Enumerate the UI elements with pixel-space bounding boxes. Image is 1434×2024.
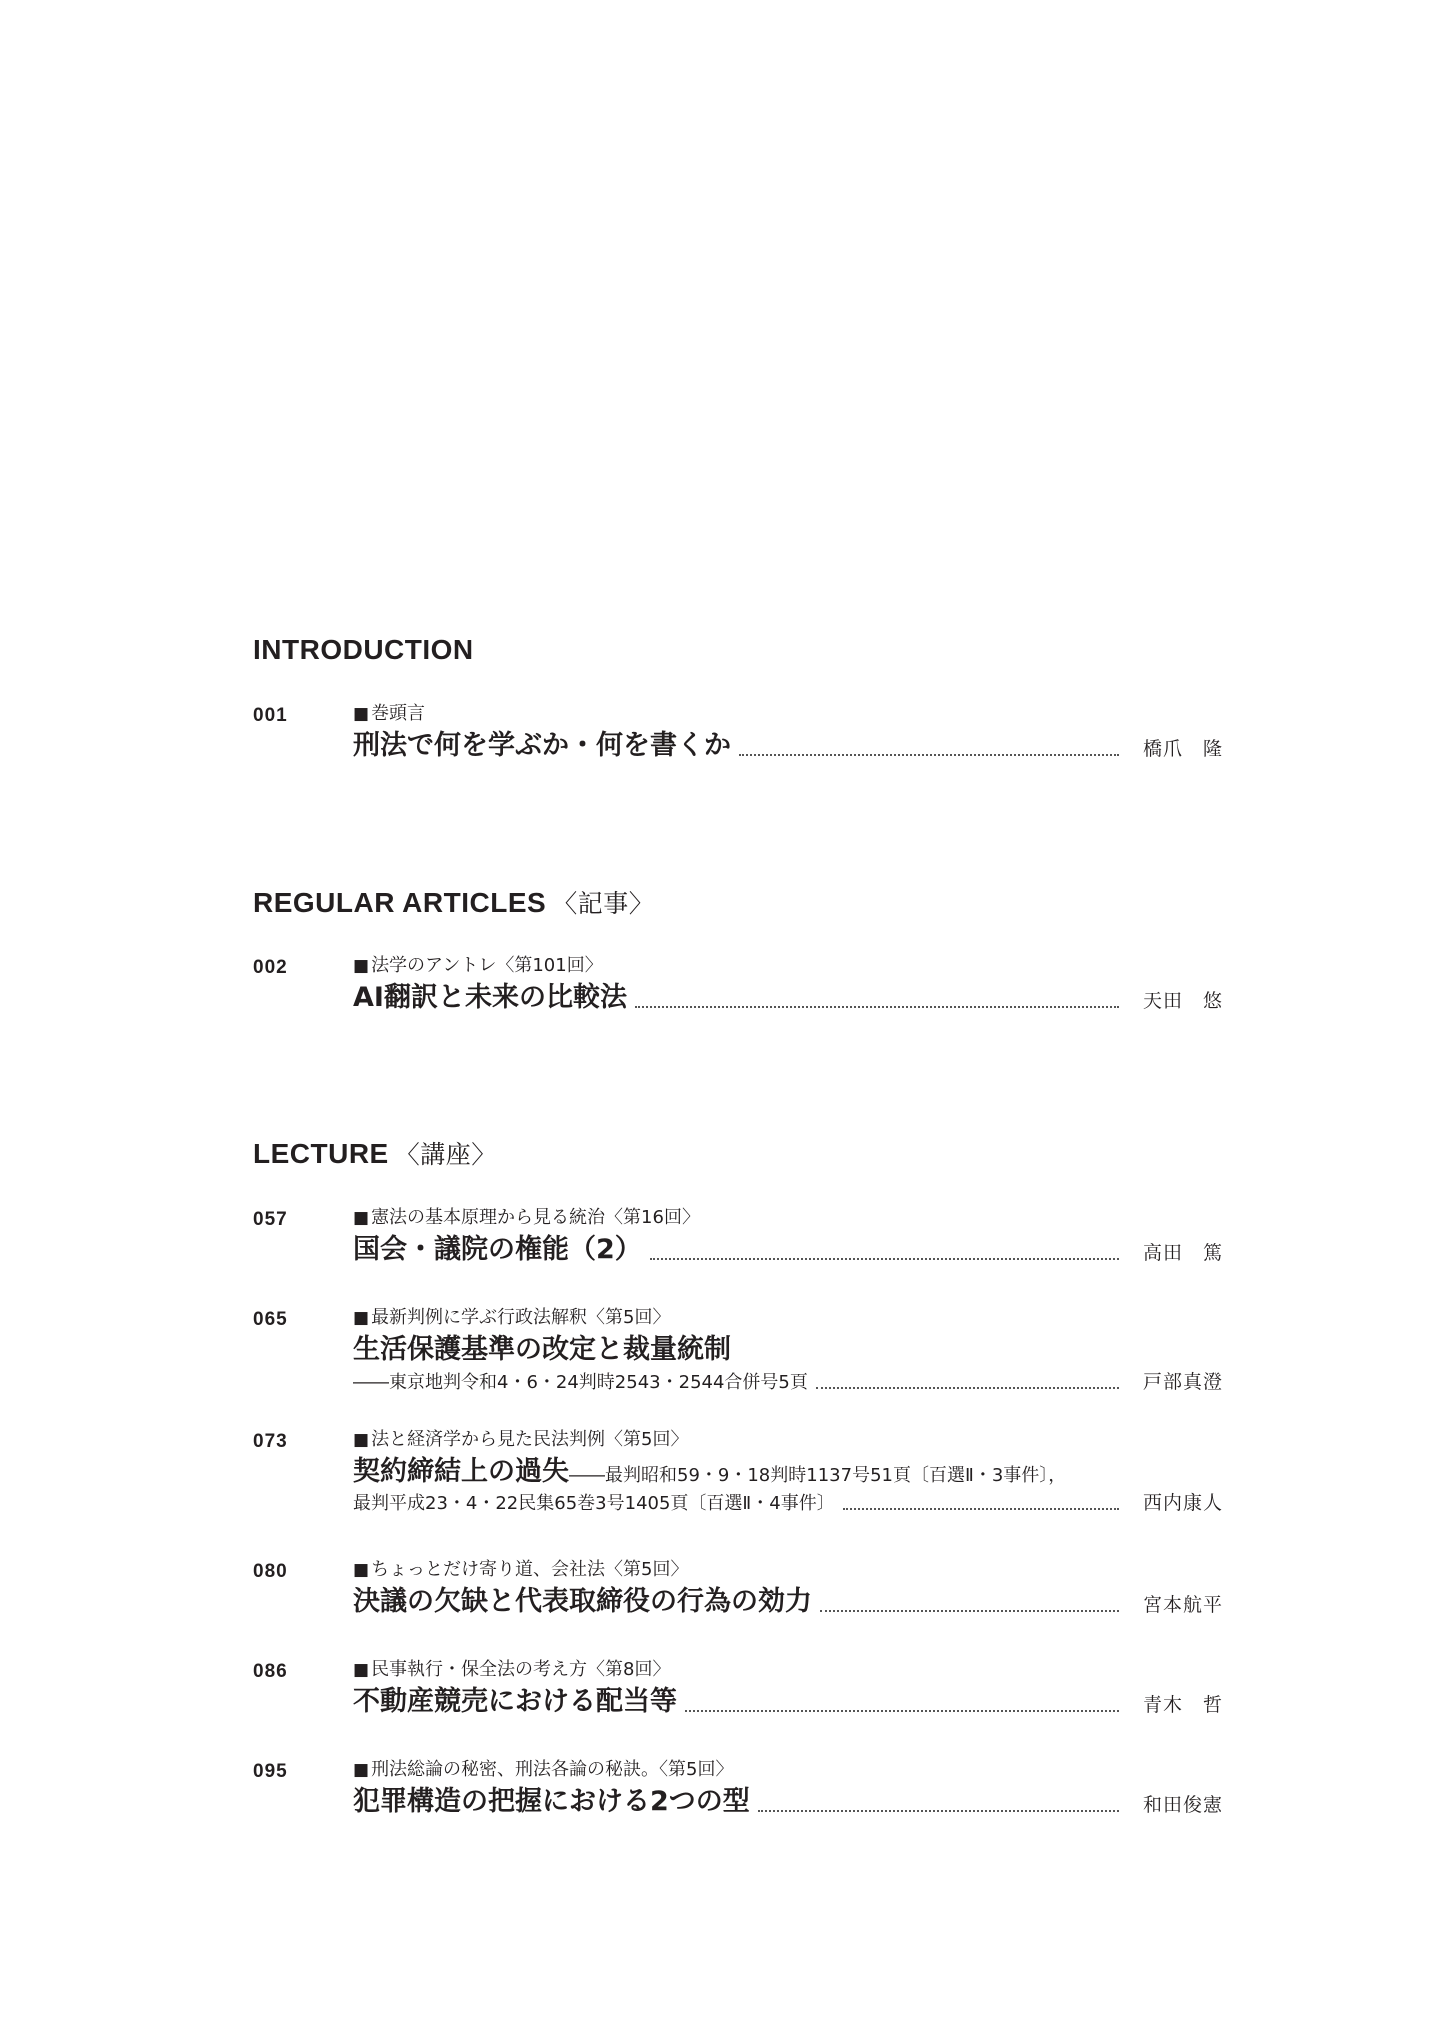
title-row (353, 1688, 1223, 1715)
leader-dots (758, 1810, 1119, 1812)
leader-dots (843, 1508, 1119, 1510)
series-label: ■ 民事執行・保全法の考え方〈第8回〉 (353, 1659, 671, 1680)
article-title[interactable]: 生活保護基準の改定と裁量統制 (353, 1334, 731, 1365)
title-row (353, 1236, 1223, 1263)
title-row (353, 1336, 1223, 1363)
section-heading-regular-articles: REGULAR ARTICLES 〈記事〉 (253, 887, 655, 918)
square-bullet-icon: ■ (353, 704, 370, 724)
leader-dots (816, 1387, 1119, 1389)
case-citation: ――東京地判令和4・6・24判時2543・2544合併号5頁 (353, 1372, 808, 1393)
page-number: 086 (253, 1661, 288, 1682)
square-bullet-icon: ■ (353, 1660, 370, 1680)
page-number: 095 (253, 1761, 288, 1782)
series-label: ■ 法と経済学から見た民法判例〈第5回〉 (353, 1429, 689, 1450)
square-bullet-icon: ■ (353, 1560, 370, 1580)
square-bullet-icon: ■ (353, 1208, 370, 1228)
case-citation: 最判平成23・4・22民集65巻3号1405頁〔百選Ⅱ・4事件〕 (353, 1493, 835, 1514)
series-label: ■ 最新判例に学ぶ行政法解釈〈第5回〉 (353, 1307, 671, 1328)
square-bullet-icon: ■ (353, 1308, 370, 1328)
article-title[interactable]: 刑法で何を学ぶか・何を書くか (353, 730, 731, 761)
title-row (353, 732, 1223, 759)
title-row (353, 984, 1223, 1011)
article-title[interactable]: 契約締結上の過失 (353, 1456, 569, 1487)
square-bullet-icon: ■ (353, 1430, 370, 1450)
author-name: 橋爪 隆 (1142, 738, 1223, 760)
square-bullet-icon: ■ (353, 1760, 370, 1780)
leader-dots (739, 754, 1119, 756)
leader-dots (635, 1006, 1119, 1008)
subtitle-row (353, 1494, 1223, 1513)
author-name: 宮本航平 (1142, 1594, 1223, 1616)
case-citation: ――最判昭和59・9・18判時1137号51頁〔百選Ⅱ・3事件〕， (569, 1465, 1067, 1486)
series-label: ■ 刑法総論の秘密、刑法各論の秘訣。〈第5回〉 (353, 1759, 734, 1780)
section-heading-text: INTRODUCTION (253, 634, 474, 665)
section-heading-lecture: LECTURE 〈講座〉 (253, 1138, 497, 1169)
author-name: 高田 篤 (1142, 1242, 1223, 1264)
author-name: 和田俊憲 (1142, 1794, 1223, 1816)
article-title[interactable]: 犯罪構造の把握における2つの型 (353, 1786, 750, 1817)
leader-dots (820, 1610, 1119, 1612)
page-number: 065 (253, 1309, 288, 1330)
leader-dots (685, 1710, 1119, 1712)
author-name: 西内康人 (1142, 1492, 1223, 1514)
series-label: ■ 憲法の基本原理から見る統治〈第16回〉 (353, 1207, 700, 1228)
title-row (353, 1458, 1223, 1485)
title-row (353, 1588, 1223, 1615)
author-name: 戸部真澄 (1142, 1371, 1223, 1393)
page-number: 080 (253, 1561, 288, 1582)
page-number: 002 (253, 957, 288, 978)
page-number: 073 (253, 1431, 288, 1452)
leader-dots (650, 1258, 1119, 1260)
article-title[interactable]: AI翻訳と未来の比較法 (353, 982, 627, 1013)
author-name: 青木 哲 (1142, 1694, 1223, 1716)
title-row (353, 1788, 1223, 1815)
square-bullet-icon: ■ (353, 956, 370, 976)
page-number: 057 (253, 1209, 288, 1230)
section-heading-introduction (253, 636, 474, 664)
series-label: ■ 巻頭言 (353, 703, 426, 724)
article-title[interactable]: 国会・議院の権能（2） (353, 1234, 642, 1265)
subtitle-row (353, 1373, 1223, 1392)
series-label: ■ 法学のアントレ〈第101回〉 (353, 955, 603, 976)
series-label: ■ ちょっとだけ寄り道、会社法〈第5回〉 (353, 1559, 689, 1580)
article-title[interactable]: 不動産競売における配当等 (353, 1686, 677, 1717)
author-name: 天田 悠 (1142, 990, 1223, 1012)
article-title[interactable]: 決議の欠缺と代表取締役の行為の効力 (353, 1586, 812, 1617)
page-number: 001 (253, 705, 288, 726)
